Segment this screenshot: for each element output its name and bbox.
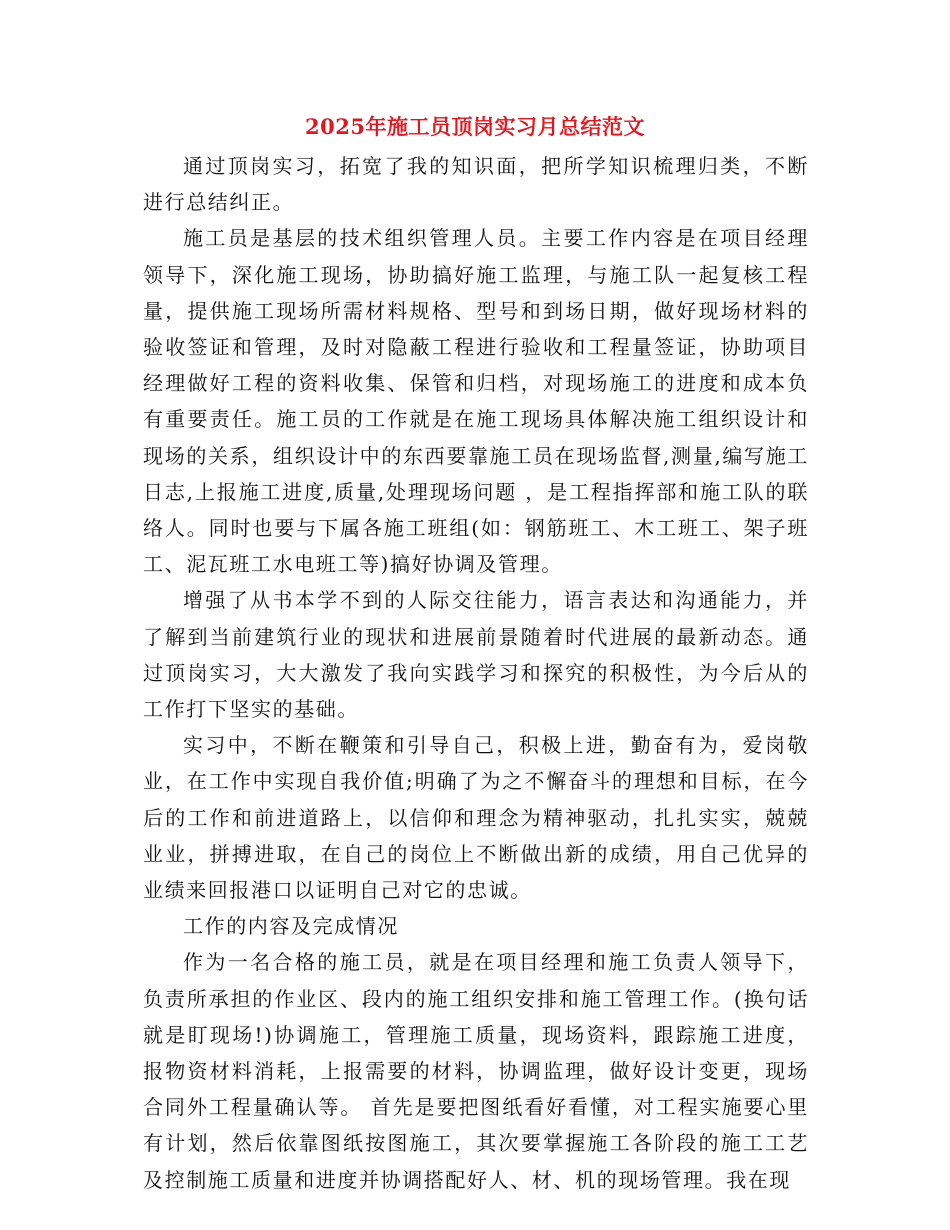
paragraph-4: 实习中，不断在鞭策和引导自己，积极上进，勤奋有为，爱岗敬业，在工作中实现自我价值;明确了为之不懈奋斗的理想和目标，在今后的工作和前进道路上，以信仰和理念为精神驱动，扎扎实实，兢兢业业，拼搏进取，在自己的岗位上不断做出新的成绩，用自己优异的业绩来回报港口以证明自己对它的忠诚。 xyxy=(143,733,809,903)
paragraph-2: 施工员是基层的技术组织管理人员。主要工作内容是在项目经理领导下，深化施工现场，协助搞好施工监理，与施工队一起复核工程量，提供施工现场所需材料规格、型号和到场日期，做好现场材料的验收签证和管理，及时对隐蔽工程进行验收和工程量签证，协助项目经理做好工程的资料收集、保管和归档，对现场施工的进度和成本负有重要责任。施工员的工作就是在施工现场具体解决施工组织设计和现场的关系，组织设计中的东西要靠施工员在现场监督,测量,编写施工日志,上报施工进度,质量,处理现场问题 ，是工程指挥部和施工队的联络人。同时也要与下属各施工班组(如：钢筋班工、木工班工、架子班工、泥瓦班工水电班工等)搞好协调及管理。 xyxy=(143,226,809,577)
paragraph-5: 作为一名合格的施工员，就是在项目经理和施工负责人领导下，负责所承担的作业区、段内的施工组织安排和施工管理工作。(换句话就是盯现场!)协调施工，管理施工质量，现场资料，跟踪施工进度，报物资材料消耗，上报需要的材料，协调监理，做好设计变更，现场合同外工程量确认等。 首先是要把图纸看好看懂，对工程实施要心里有计划，然后依靠图纸按图施工，其次要掌握施工各阶段的施工工艺及控制施工质量和进度并协调搭配好人、材、机的现场管理。我在现 xyxy=(143,950,809,1192)
document-title: 2025年施工员顶岗实习月总结范文 xyxy=(305,114,645,139)
section-heading: 工作的内容及完成情况 xyxy=(183,914,399,939)
paragraph-1: 通过顶岗实习，拓宽了我的知识面，把所学知识梳理归类，不断进行总结纠正。 xyxy=(143,154,809,215)
paragraph-3: 增强了从书本学不到的人际交往能力，语言表达和沟通能力，并了解到当前建筑行业的现状和进展前景随着时代进展的最新动态。通过顶岗实习，大大激发了我向实践学习和探究的积极性，为今后从的工作打下坚实的基础。 xyxy=(143,588,809,722)
document-body xyxy=(143,148,809,1198)
